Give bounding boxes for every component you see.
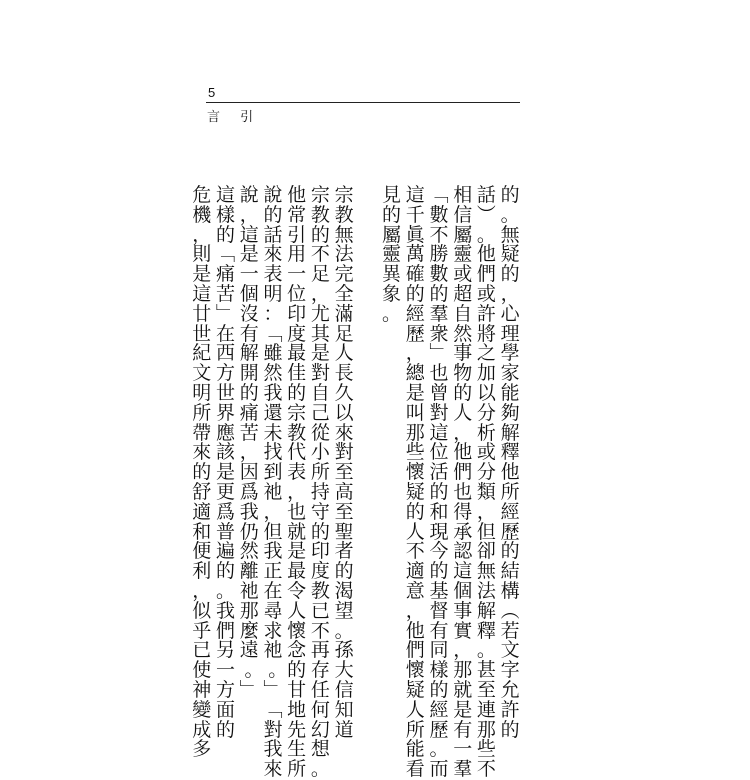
text-column-5: 這千眞萬確的經歷，總是叫那些懷疑的人不適意，他們懷疑人所能看	[405, 184, 425, 780]
text-column-12: 這樣的﹁痛苦﹂在西方世界應該是更爲普遍的。我們另一方面的	[216, 184, 236, 741]
text-column-1: 的。無疑的，心理學家能夠解釋他所經歷的結構︵若文字允許的	[500, 184, 520, 741]
body-text	[190, 184, 522, 780]
text-column-8: 宗教的不足，尤其是對自己從小所持守的印度教已不再存任何幻想。	[310, 184, 330, 780]
text-column-13: 危機，則是這廿世紀文明所帶來的舒適和便利，似乎已使神變成多	[192, 184, 212, 761]
text-column-6: 見的屬靈異象。	[382, 184, 402, 325]
page-number: 5	[208, 85, 216, 100]
text-column-3: 相信屬靈或超自然事物的人，他們也得承認這個事實，那就是有一羣	[453, 184, 473, 780]
text-column-9: 他常引用一位印度最佳的宗教代表，也就是最令人懷念的甘地先生所	[287, 184, 307, 780]
header-rule	[206, 102, 520, 103]
text-column-2: 話︶。他們或許將之加以分析或分類，但卻無法解釋。甚至連那些不	[476, 184, 496, 780]
running-head: 言 引	[207, 110, 262, 125]
text-column-4: ﹁數不勝數的羣衆﹂也曾對這位活的和現今的基督有同樣的經歷。而	[429, 184, 449, 780]
text-column-7: 宗教無法完全滿足人長久以來對至高至聖者的渴望。孫大信知道	[334, 184, 354, 741]
text-column-11: 說，這是一個沒有解開的痛苦，因爲我仍然離祂那麼遠。﹂	[239, 184, 259, 701]
text-column-10: 說的話來表明：﹁雖然我還未找到祂，但我正在尋求祂。﹂﹁對我來	[263, 184, 283, 780]
